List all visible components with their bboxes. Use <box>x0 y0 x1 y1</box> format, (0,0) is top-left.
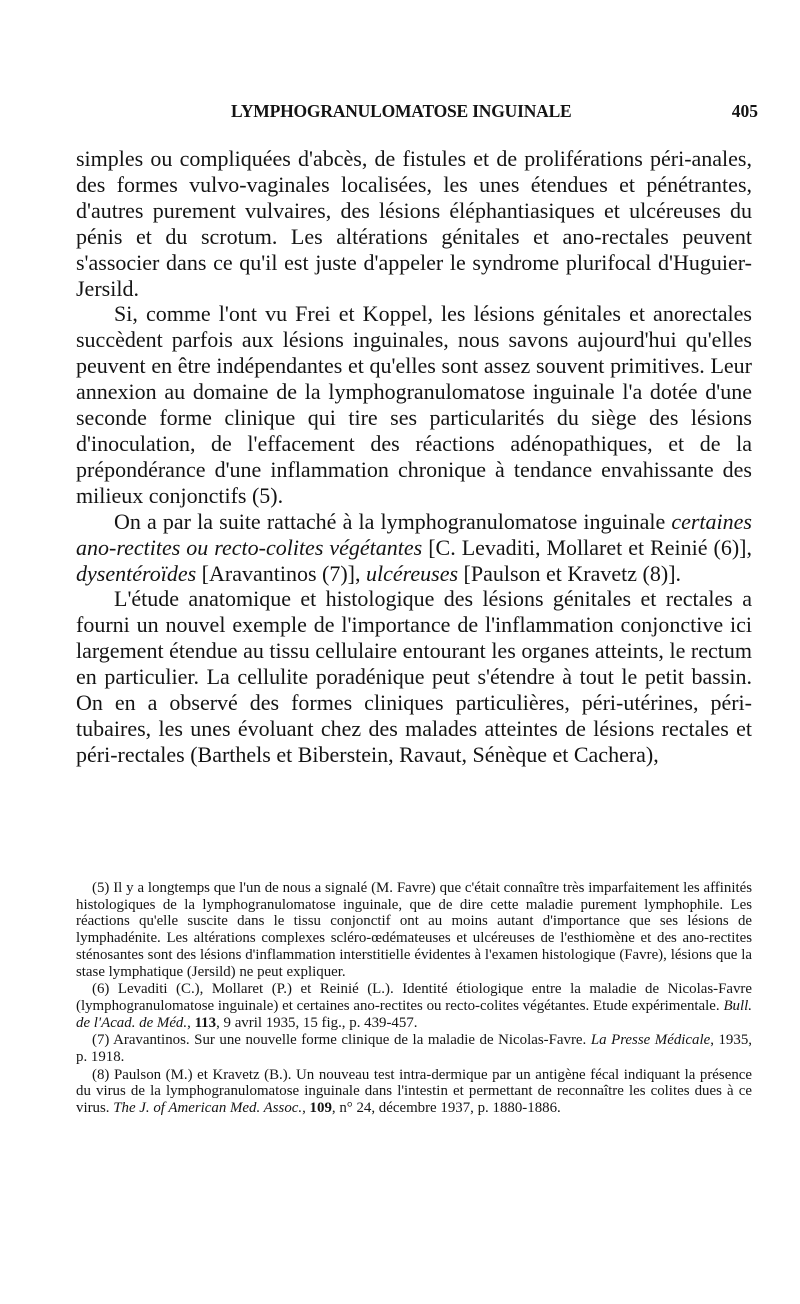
paragraph-2: Si, comme l'ont vu Frei et Koppel, les lésions génitales et anorectales succèdent parfois aux lésions inguinales, nous savons aujourd'hui qu'elles peuvent en être indépendantes et qu'elles sont assez souvent primitives. Leur annexion au domaine de la lymphogranulomatose inguinale l'a dotée d'une seconde forme clinique qui tire ses particularités du siège des lésions d'inoculation, de l'effacement des réactions adénopathiques, et de la prépondérance d'une inflammation chronique à tendance envahissante des milieux conjonctifs (5). <box>76 301 752 508</box>
footnote-7-journal: La Presse Médicale <box>590 1032 711 1049</box>
paragraph-3 <box>76 509 752 587</box>
footnote-6 <box>76 981 752 1031</box>
footnote-6-text: , 9 avril 1935, 15 fig., p. 439-457. <box>216 1014 418 1031</box>
paragraph-1: simples ou compliquées d'abcès, de fistules et de proliférations péri-anales, des formes vulvo-vaginales localisées, les unes étendues et pénétrantes, d'autres purement vulvaires, des lésions éléphantiasiques et ulcéreuses du pénis et du scrotum. Les altérations génitales et ano-rectales peuvent s'associer dans ce qu'il est juste d'appeler le syndrome plurifocal d'Huguier-Jersild. <box>76 146 752 301</box>
footnote-8-text: , <box>302 1100 310 1117</box>
running-header <box>76 101 758 127</box>
footnote-6-text: , <box>187 1014 195 1031</box>
italic-term-dysenteroides: dysentéroïdes <box>76 560 197 586</box>
paragraph-3-text: [Aravantinos (7)], <box>196 560 366 586</box>
footnote-8-text: , n° 24, décembre 1937, p. 1880-1886. <box>331 1100 561 1117</box>
footnote-8-text: (8) Paulson (M.) et Kravetz (B.). Un nouveau test intra-dermique par un antigène fécal indiquant la présence du virus de la lymphogranulomatose inguinale dans l'intestin et permettant de reconnaître les colites dues à ce virus. <box>76 1066 752 1117</box>
footnote-6-volume: 113 <box>194 1014 217 1031</box>
italic-term-vegetantes: certaines ano-rectites ou recto-colites végétantes <box>76 508 752 560</box>
paragraph-4: L'étude anatomique et histologique des lésions génitales et rectales a fourni un nouvel exemple de l'importance de l'inflammation conjonctive ici largement étendue au tissu cellulaire entourant les organes atteints, le rectum en particulier. La cellulite poradénique peut s'étendre à tout le petit bassin. On en a observé des formes cliniques particulières, péri-utérines, péri-tubaires, les unes évoluant chez des malades atteintes de lésions rectales et péri-rectales (Barthels et Biberstein, Ravaut, Sénèque et Cachera), <box>76 586 752 767</box>
paragraph-3-text: On a par la suite rattaché à la lymphogranulomatose inguinale <box>114 508 672 534</box>
paragraph-3-text: [Paulson et Kravetz (8)]. <box>458 560 682 586</box>
italic-term-ulcereuses: ulcéreuses <box>366 560 459 586</box>
main-text <box>76 146 752 768</box>
footnote-8-volume: 109 <box>309 1100 332 1117</box>
footnote-7-text: (7) Aravantinos. Sur une nouvelle forme clinique de la maladie de Nicolas-Favre. <box>92 1032 591 1049</box>
footnote-8-journal: The J. of American Med. Assoc. <box>113 1100 303 1117</box>
footnote-7 <box>76 1032 752 1065</box>
footnote-5: (5) Il y a longtemps que l'un de nous a signalé (M. Favre) que c'était connaître très imparfaitement les affinités histologiques de la lymphogranulomatose inguinale, que de dire cette maladie purement lymphophile. Les réactions qu'elle suscite dans le tissu conjonctif ont au moins autant d'importance que ses lésions de lymphadénite. Les altérations complexes scléro-œdémateuses et ulcéreuses de l'esthiomène et des ano-rectites sténosantes sont des lésions d'inflammation interstitielle évidentes à l'examen histologique (Favre), lésions que la stase lymphatique (Jersild) ne peut expliquer. <box>76 880 752 980</box>
running-title: LYMPHOGRANULOMATOSE INGUINALE <box>231 101 572 121</box>
footnotes <box>76 880 752 1118</box>
footnote-7-text: , 1935, p. 1918. <box>76 1032 752 1066</box>
footnote-6-text: (6) Levaditi (C.), Mollaret (P.) et Reinié (L.). Identité étiologique entre la maladie de Nicolas-Favre (lymphogranulomatose inguinale) et certaines ano-rectites ou recto-colites végétantes. Etude expérimentale. <box>76 981 752 1014</box>
footnote-6-journal: Bull. de l'Acad. de Méd. <box>76 997 752 1031</box>
paragraph-3-text: [C. Levaditi, Mollaret et Reinié (6)], <box>422 534 752 560</box>
footnote-8 <box>76 1067 752 1117</box>
page-number: 405 <box>731 101 758 121</box>
